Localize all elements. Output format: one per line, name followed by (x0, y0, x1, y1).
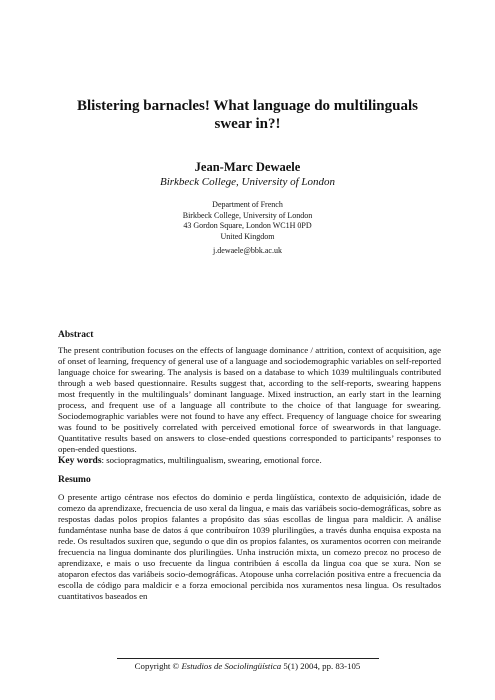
title-line-2: swear in?! (214, 116, 281, 132)
journal-name: Estudios de Sociolingüística (181, 661, 282, 671)
footer-citation: 5(1) 2004, pp. 83-105 (281, 661, 361, 671)
resumo-text: O presente artigo céntrase nos efectos do dominio e perda lingüística, contexto de adquisición, idade de comezo da aprendizaxe, frecuencia de uso xeral da lingua, e mais das variábeis socio-demográficas, sobre as respostas dadas polos propios falantes a propósito das súas escollas de lingua para maldicir. A análise fundaméntase nunha base de datos á que contribuíron 1039 plurilingües, a través dunha enquisa exposta na rede. Os resultados suxiren que, segundo o que din os propios falantes, os xuramentos ocorren con meirande frecuencia na lingua dominante dos plurilingües. Unha instrución mixta, un comezo precoz no proceso de aprendizaxe, e mais o uso frecuente da lingua contribúen á escolla da lingua coa que se xura. Non se atoparon efectos das variábeis socio-demográficas. Atopouse unha correlación positiva entre a frecuencia da escolla de código para maldicir e a forza emocional percibida nos xuramentos nesa lingua. Os resultados cuantitativos baseados en (58, 492, 441, 601)
abstract-body (58, 345, 441, 467)
abstract-heading: Abstract (58, 330, 94, 340)
footer-divider (117, 658, 379, 659)
keywords-label: Key words (58, 456, 102, 466)
address-line: Department of French (212, 200, 283, 209)
author-name: Jean-Marc Dewaele (194, 160, 301, 174)
author-address (60, 200, 435, 257)
author-email: j.dewaele@bbk.ac.uk (213, 246, 282, 255)
address-line: 43 Gordon Square, London WC1H 0PD (183, 221, 312, 230)
title-line-1: Blistering barnacles! What language do multilinguals (76, 98, 418, 114)
author-affiliation: Birkbeck College, University of London (159, 176, 336, 188)
address-line: Birkbeck College, University of London (182, 210, 313, 220)
abstract-text: The present contribution focuses on the effects of language dominance / attrition, context of acquisition, age of onset of learning, frequency of general use of a language and sociodemographic variables on self-reported language choice for swearing. The analysis is based on a database to which 1039 multilinguals contributed through a web based questionnaire. Results suggest that, according to the self-reports, swearing happens most frequently in the multilinguals’ dominant language. Mixed instruction, an early start in the learning process, and frequent use of a language all contribute to the choice of that language for swearing. Sociodemographic variables were not found to have any effect. Frequency of language choice for swearing was found to be positively correlated with perceived emotional force of swearwords in that language. Quantitative results based on answers to close-ended questions corresponded to participants’ responses to open-ended questions. (58, 345, 441, 454)
address-line: United Kingdom (220, 231, 275, 241)
copyright-footer (60, 661, 435, 671)
paper-title (60, 97, 435, 133)
resumo-heading: Resumo (58, 475, 91, 485)
footer-prefix: Copyright © (134, 661, 182, 671)
resumo-body (58, 492, 441, 602)
keywords-text: : sociopragmatics, multilingualism, swearing, emotional force. (101, 455, 322, 465)
